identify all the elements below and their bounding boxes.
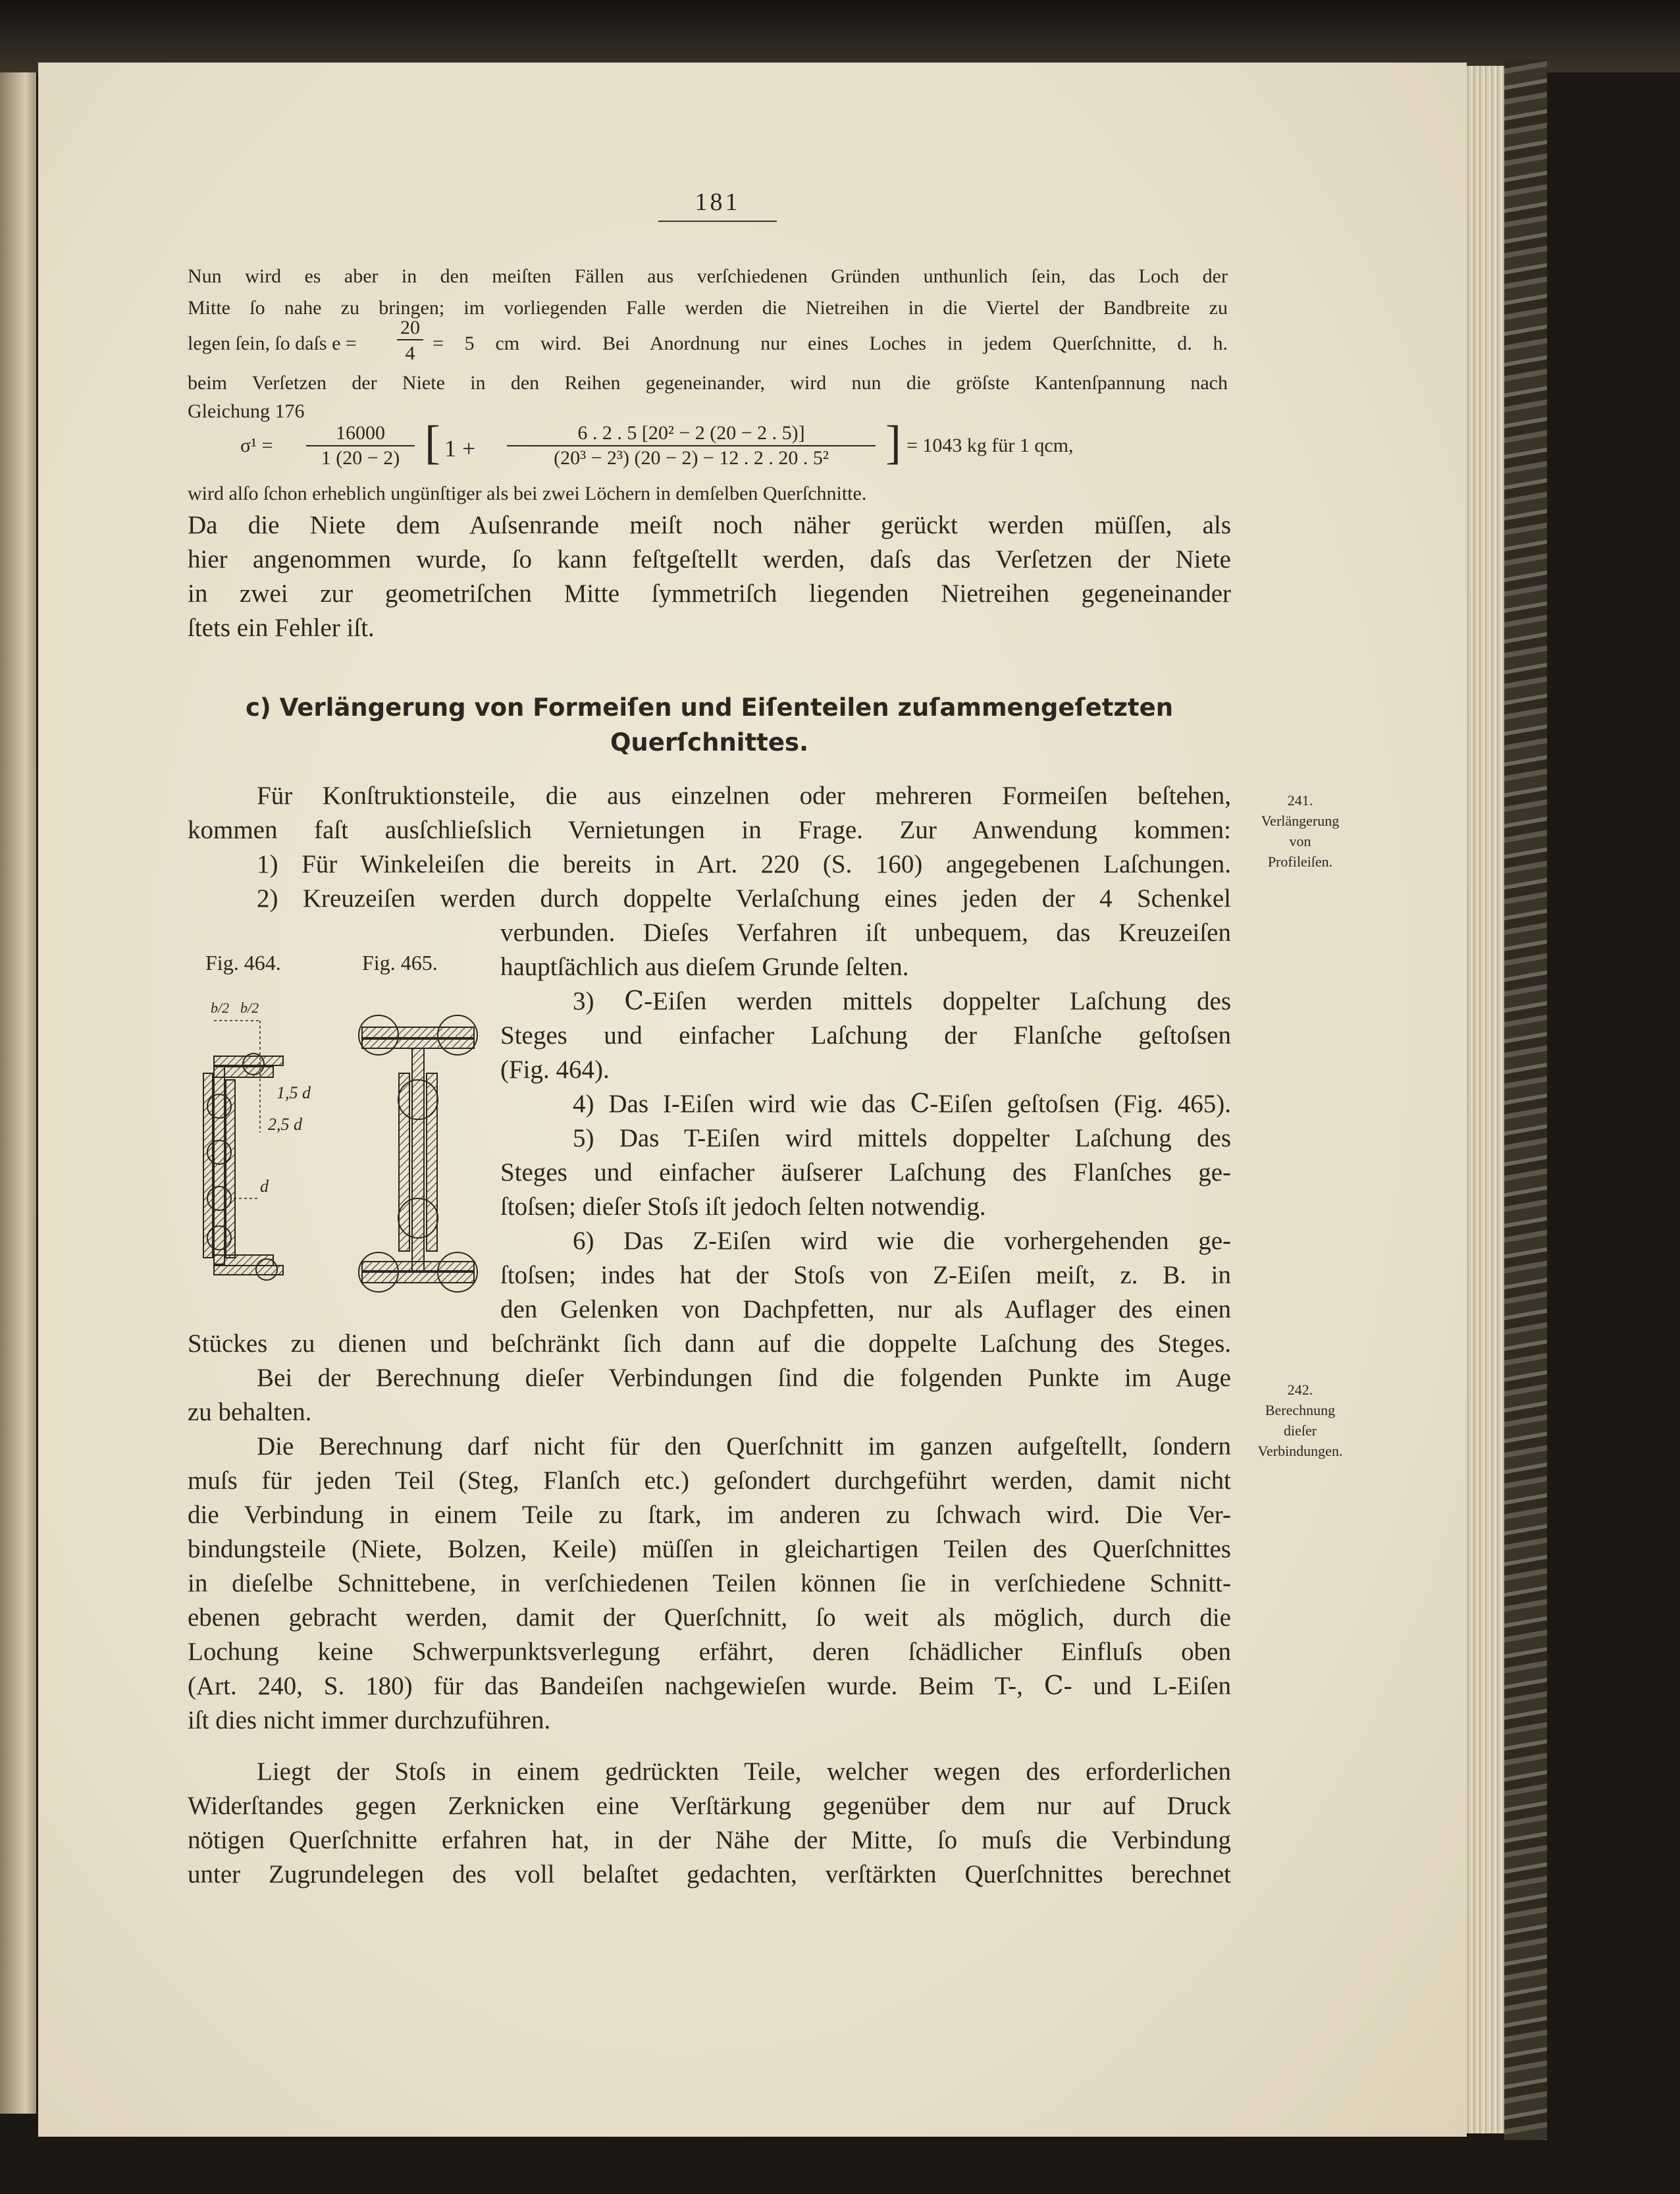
margin-note-242 [1234, 1379, 1366, 1461]
formula-bracket-open: [ [425, 416, 440, 469]
previous-page-edge [0, 72, 36, 2114]
margin-note-line: Berechnung [1265, 1402, 1336, 1418]
body-text-line: muſs für jeden Teil (Steg, Flanſch etc.) geſondert durchgeführt werden, damit nicht [188, 1466, 1231, 1495]
body-text-line: den Gelenken von Dachpfetten, nur als Auflager des einen [500, 1295, 1231, 1324]
small-text-line: beim Verſetzen der Niete in den Reihen gegeneinander, wird nun die gröſste Kantenſpannung nach [188, 372, 1228, 394]
body-text-line: ſtoſsen; dieſer Stoſs iſt jedoch ſelten notwendig. [500, 1192, 986, 1221]
fraction-line [188, 317, 1228, 372]
body-text-line: hauptſächlich aus dieſem Grunde ſelten. [500, 953, 909, 981]
formula-bracket-close: ] [885, 416, 901, 469]
body-text-line: Stückes zu dienen und beſchränkt ſich dann auf die doppelte Laſchung des Steges. [188, 1329, 1231, 1358]
margin-note-line: von [1289, 833, 1311, 849]
dimension-2-5d: 2,5 d [268, 1115, 302, 1134]
body-text-line: (Fig. 464). [500, 1056, 610, 1084]
body-text-line: 1) Für Winkeleiſen die bereits in Art. 220 (S. 160) angegebenen Laſchungen. [257, 850, 1231, 878]
body-text-line: Steges und einfacher äuſserer Laſchung des Flanſches ge- [500, 1158, 1231, 1187]
margin-note-line: dieſer [1283, 1422, 1317, 1439]
figure-465-ibeam-splice [342, 1001, 500, 1310]
formula-one-plus: 1 + [444, 435, 476, 462]
body-text-line: 6) Das Z-Eiſen wird wie die vorhergehenden ge- [573, 1227, 1231, 1255]
small-text-line: Mitte ſo nahe zu bringen; im vorliegenden Falle werden die Nietreihen in die Viertel der Bandbreite zu [188, 297, 1228, 319]
body-text-line: kommen faſt ausſchlieſslich Vernietungen in Frage. Zur Anwendung kommen: [188, 816, 1231, 844]
body-text-line: 4) Das I-Eiſen wird wie das Ⅽ-Eiſen geſtoſsen (Fig. 465). [573, 1090, 1231, 1118]
body-text-line: nötigen Querſchnitte erfahren hat, in der Nähe der Mitte, ſo muſs die Verbindung [188, 1826, 1231, 1854]
section-heading: Querſchnittes. [610, 728, 809, 757]
margin-note-line: 241. [1287, 792, 1313, 809]
body-text-line: unter Zugrundelegen des voll belaſtet gedachten, verſtärkten Querſchnittes berechnet [188, 1860, 1231, 1888]
section-heading: c) Verlängerung von Formeiſen und Eiſenteilen zuſammengeſetzten [245, 693, 1174, 722]
body-text-line: Steges und einfacher Laſchung der Flanſche geſtoſsen [500, 1021, 1231, 1050]
fraction-line-prefix: legen ſein, ſo daſs e = [188, 333, 357, 354]
margin-note-241 [1234, 790, 1366, 872]
fraction-line-suffix: = 5 cm wird. Bei Anordnung nur eines Loches in jedem Querſchnitte, d. h. [433, 333, 1228, 354]
book-cover-top [0, 0, 1680, 72]
body-text-line: Da die Niete dem Auſsenrande meiſt noch näher gerückt werden müſſen, als [188, 511, 1231, 539]
small-text-line: wird alſo ſchon erheblich ungünſtiger als bei zwei Löchern in demſelben Querſchnitte. [188, 483, 867, 504]
dimension-1-5d: 1,5 d [276, 1083, 311, 1102]
body-text-line: ſtets ein Fehler iſt. [188, 614, 375, 642]
body-text-line: Liegt der Stoſs in einem gedrückten Teile, welcher wegen des erforderlichen [257, 1757, 1231, 1786]
body-text-line: Lochung keine Schwerpunktsverlegung erfährt, deren ſchädlicher Einfluſs oben [188, 1638, 1231, 1666]
margin-note-line: 242. [1287, 1381, 1313, 1398]
formula-f2-numerator: 6 . 2 . 5 [20² − 2 (20 − 2 . 5)] [507, 421, 876, 446]
body-text-line: 5) Das T-Eiſen wird mittels doppelter Laſchung des [573, 1124, 1231, 1152]
dimension-d: d [260, 1177, 269, 1196]
dimension-b2-left: b/2 [211, 1001, 230, 1016]
body-text-line: iſt dies nicht immer durchzuführen. [188, 1706, 551, 1734]
body-text-line: bindungsteile (Niete, Bolzen, Keile) müſſen in gleichartigen Teilen des Querſchnittes [188, 1535, 1231, 1563]
body-text-line: verbunden. Dieſes Verfahren iſt unbequem, das Kreuzeiſen [500, 919, 1231, 947]
margin-note-line: Profileiſen. [1267, 853, 1333, 870]
body-text-line: (Art. 240, S. 180) für das Bandeiſen nachgewieſen wurde. Beim T-, Ⅽ- und L-Eiſen [188, 1672, 1231, 1700]
body-text-line: Für Konſtruktionsteile, die aus einzelnen oder mehreren Formeiſen beſtehen, [257, 782, 1231, 810]
body-text-line: in dieſelbe Schnittebene, in verſchiedenen Teilen können ſie in verſchiedene Schnitt- [188, 1569, 1231, 1597]
body-text-line: 3) Ⅽ-Eiſen werden mittels doppelter Laſchung des [573, 987, 1231, 1015]
formula-f2-denominator: (20³ − 2³) (20 − 2) − 12 . 2 . 20 . 5² [554, 447, 829, 469]
body-text-line: die Verbindung in einem Teile zu ſtark, im anderen zu ſchwach wird. Die Ver- [188, 1501, 1231, 1529]
formula-block [240, 416, 1162, 474]
dimension-b2-right: b/2 [240, 1001, 259, 1016]
formula-f1-numerator: 16000 [306, 421, 415, 446]
small-text-line: Gleichung 176 [188, 400, 305, 422]
figure-464-caption: Fig. 464. [205, 951, 281, 975]
body-text-line: ebenen gebracht werden, damit der Querſchnitt, ſo weit als möglich, durch die [188, 1603, 1231, 1632]
body-text-line: Widerſtandes gegen Zerknicken eine Verſtärkung gegenüber dem nur auf Druck [188, 1792, 1231, 1820]
margin-note-line: Verbindungen. [1257, 1443, 1343, 1459]
folio-rule [658, 221, 777, 222]
formula-result: = 1043 kg für 1 qcm, [906, 435, 1074, 456]
body-text-line: hier angenommen wurde, ſo kann feſtgeſtellt werden, daſs das Verſetzen der Niete [188, 545, 1231, 574]
body-text-line: Die Berechnung darf nicht für den Querſchnitt im ganzen aufgeſtellt, ſondern [257, 1432, 1231, 1460]
small-text-line: Nun wird es aber in den meiſten Fällen aus verſchiedenen Gründen unthunlich ſein, das Loch der [188, 265, 1228, 287]
fraction-denominator: 4 [405, 342, 415, 364]
body-text-line: zu behalten. [188, 1398, 312, 1426]
figure-465-caption: Fig. 465. [362, 951, 438, 975]
formula-f1-denominator: 1 (20 − 2) [321, 447, 400, 469]
figure-464-channel-splice [194, 1001, 346, 1297]
page-number: 181 [695, 188, 741, 216]
margin-note-line: Verlängerung [1261, 813, 1340, 829]
body-text-line: ſtoſsen; indes hat der Stoſs von Z-Eiſen meiſt, z. B. in [500, 1261, 1231, 1289]
body-text-line: in zwei zur geometriſchen Mitte ſymmetriſch liegenden Nietreihen gegeneinander [188, 579, 1231, 608]
formula-lhs: σ¹ = [240, 435, 273, 456]
book-cover-right [1504, 59, 1547, 2140]
fraction-numerator: 20 [397, 317, 423, 340]
body-text-line: Bei der Berechnung dieſer Verbindungen ſind die folgenden Punkte im Auge [257, 1364, 1231, 1392]
body-text-line: 2) Kreuzeiſen werden durch doppelte Verlaſchung eines jeden der 4 Schenkel [257, 884, 1231, 913]
